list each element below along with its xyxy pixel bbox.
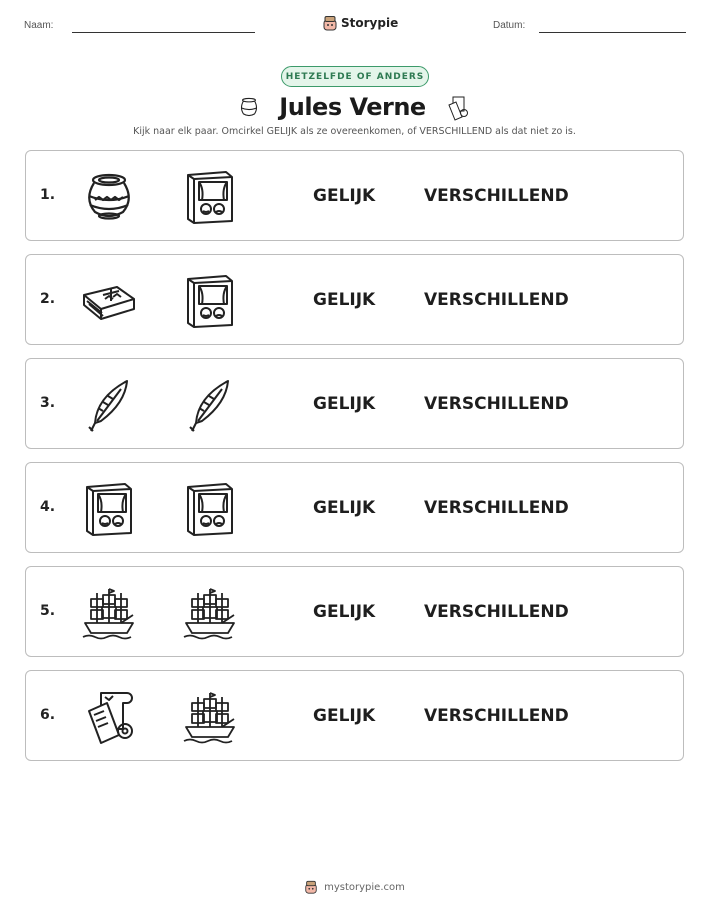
pot-icon — [237, 95, 261, 119]
option-different[interactable]: VERSCHILLEND — [424, 498, 569, 518]
name-label: Naam: — [24, 20, 54, 31]
question-row — [25, 254, 684, 345]
theater-book-icon — [182, 273, 238, 329]
page-title: Jules Verne — [279, 93, 426, 121]
option-same[interactable]: GELIJK — [313, 602, 376, 622]
question-number: 1. — [40, 187, 56, 203]
date-line[interactable] — [539, 32, 686, 33]
option-different[interactable]: VERSCHILLEND — [424, 706, 569, 726]
question-number: 3. — [40, 395, 56, 411]
option-same[interactable]: GELIJK — [313, 498, 376, 518]
question-number: 4. — [40, 499, 56, 515]
question-row — [25, 150, 684, 241]
sailing-ship-icon — [182, 585, 238, 641]
question-row — [25, 670, 684, 761]
question-row — [25, 462, 684, 553]
name-line[interactable] — [72, 32, 255, 33]
brand-logo — [322, 14, 398, 32]
question-number: 6. — [40, 707, 56, 723]
question-row — [25, 358, 684, 449]
scroll-letter-icon — [444, 93, 472, 121]
law-book-icon — [81, 273, 137, 329]
quill-pen-icon — [81, 377, 137, 433]
option-different[interactable]: VERSCHILLEND — [424, 602, 569, 622]
theater-book-icon — [182, 481, 238, 537]
question-number: 2. — [40, 291, 56, 307]
question-number: 5. — [40, 603, 56, 619]
storypie-mascot-icon — [304, 880, 318, 894]
option-same[interactable]: GELIJK — [313, 186, 376, 206]
brand-name: Storypie — [341, 16, 399, 30]
storypie-mascot-icon — [322, 15, 338, 31]
footer — [0, 880, 709, 894]
option-same[interactable]: GELIJK — [313, 394, 376, 414]
worksheet-type-badge: HETZELFDE OF ANDERS — [281, 66, 429, 87]
option-different[interactable]: VERSCHILLEND — [424, 290, 569, 310]
footer-url[interactable]: mystorypie.com — [324, 881, 405, 893]
theater-book-icon — [182, 169, 238, 225]
option-different[interactable]: VERSCHILLEND — [424, 394, 569, 414]
option-same[interactable]: GELIJK — [313, 706, 376, 726]
question-row — [25, 566, 684, 657]
date-label: Datum: — [493, 20, 526, 31]
scroll-letter-icon — [81, 689, 137, 745]
sailing-ship-icon — [81, 585, 137, 641]
quill-pen-icon — [182, 377, 238, 433]
pot-icon — [81, 169, 137, 225]
option-same[interactable]: GELIJK — [313, 290, 376, 310]
theater-book-icon — [81, 481, 137, 537]
instructions: Kijk naar elk paar. Omcirkel GELIJK als ze overeenkomen, of VERSCHILLEND als dat niet zo is. — [133, 126, 576, 137]
sailing-ship-icon — [182, 689, 238, 745]
title-row — [0, 90, 709, 124]
option-different[interactable]: VERSCHILLEND — [424, 186, 569, 206]
